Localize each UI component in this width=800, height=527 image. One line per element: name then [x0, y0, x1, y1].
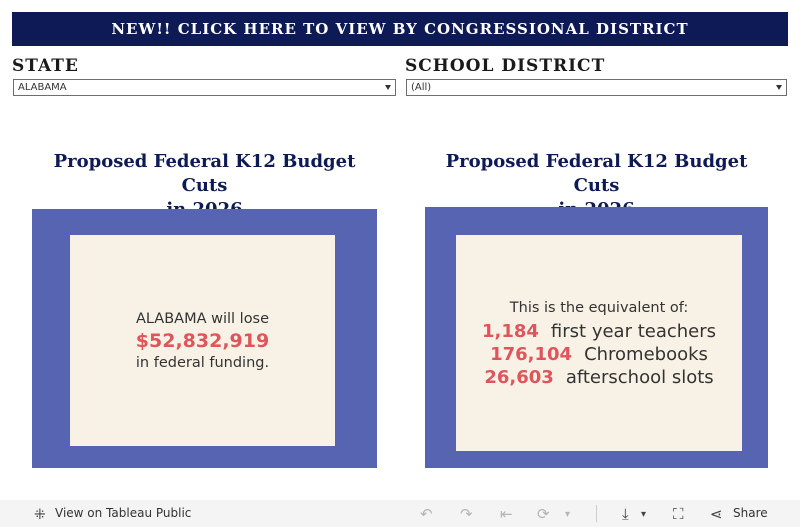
redo-icon[interactable]: ↷ [460, 505, 473, 523]
equivalent-intro: This is the equivalent of: [509, 299, 689, 316]
fullscreen-icon[interactable]: ⛶ [673, 505, 684, 523]
funding-amount: $52,832,919 [135, 329, 270, 352]
share-icon[interactable]: ⋖ [710, 505, 723, 523]
undo-icon[interactable]: ↶ [420, 505, 433, 523]
tableau-toolbar [0, 500, 800, 527]
equivalent-label: afterschool slots [565, 366, 714, 388]
left-card-title-line1: Proposed Federal K12 Budget Cuts [53, 151, 356, 196]
right-card-frame [425, 207, 768, 468]
state-filter-label: STATE [12, 56, 79, 76]
share-button-label[interactable]: Share [733, 506, 768, 520]
equivalent-number: 1,184 [481, 320, 539, 342]
school-district-select-value: (All) [411, 82, 432, 93]
chevron-down-icon [776, 85, 782, 90]
view-on-tableau-public-link[interactable]: View on Tableau Public [55, 506, 192, 520]
equivalent-number: 176,104 [490, 343, 573, 365]
congressional-district-banner-button[interactable]: NEW!! CLICK HERE TO VIEW BY CONGRESSIONAL DISTRICT [12, 12, 788, 46]
lose-text: ALABAMA will lose [135, 310, 270, 327]
left-card-frame [32, 209, 377, 468]
school-district-select[interactable] [406, 79, 787, 96]
school-district-filter-label: SCHOOL DISTRICT [405, 56, 606, 76]
chevron-down-icon [385, 85, 391, 90]
refresh-icon[interactable]: ⟳ [537, 505, 550, 523]
tableau-icon: ⁜ [34, 507, 46, 523]
equivalent-item-chromebooks [490, 343, 708, 366]
equivalent-item-teachers [482, 320, 716, 343]
download-dropdown-icon[interactable]: ▾ [641, 509, 647, 520]
right-card-title-line1: Proposed Federal K12 Budget Cuts [445, 151, 748, 196]
toolbar-divider [596, 505, 597, 522]
equivalent-label: Chromebooks [584, 343, 708, 365]
left-card-content [70, 235, 335, 446]
state-select-value: ALABAMA [18, 82, 67, 93]
equivalent-label: first year teachers [550, 320, 717, 342]
state-select[interactable] [13, 79, 396, 96]
equivalent-number: 26,603 [484, 366, 554, 388]
right-card-content [456, 235, 742, 451]
funding-text: in federal funding. [135, 354, 270, 371]
equivalent-item-afterschool [484, 366, 713, 389]
download-icon[interactable]: ⤓ [622, 505, 629, 523]
refresh-dropdown-icon[interactable]: ▾ [565, 509, 571, 520]
revert-icon[interactable]: ⇤ [500, 505, 513, 523]
